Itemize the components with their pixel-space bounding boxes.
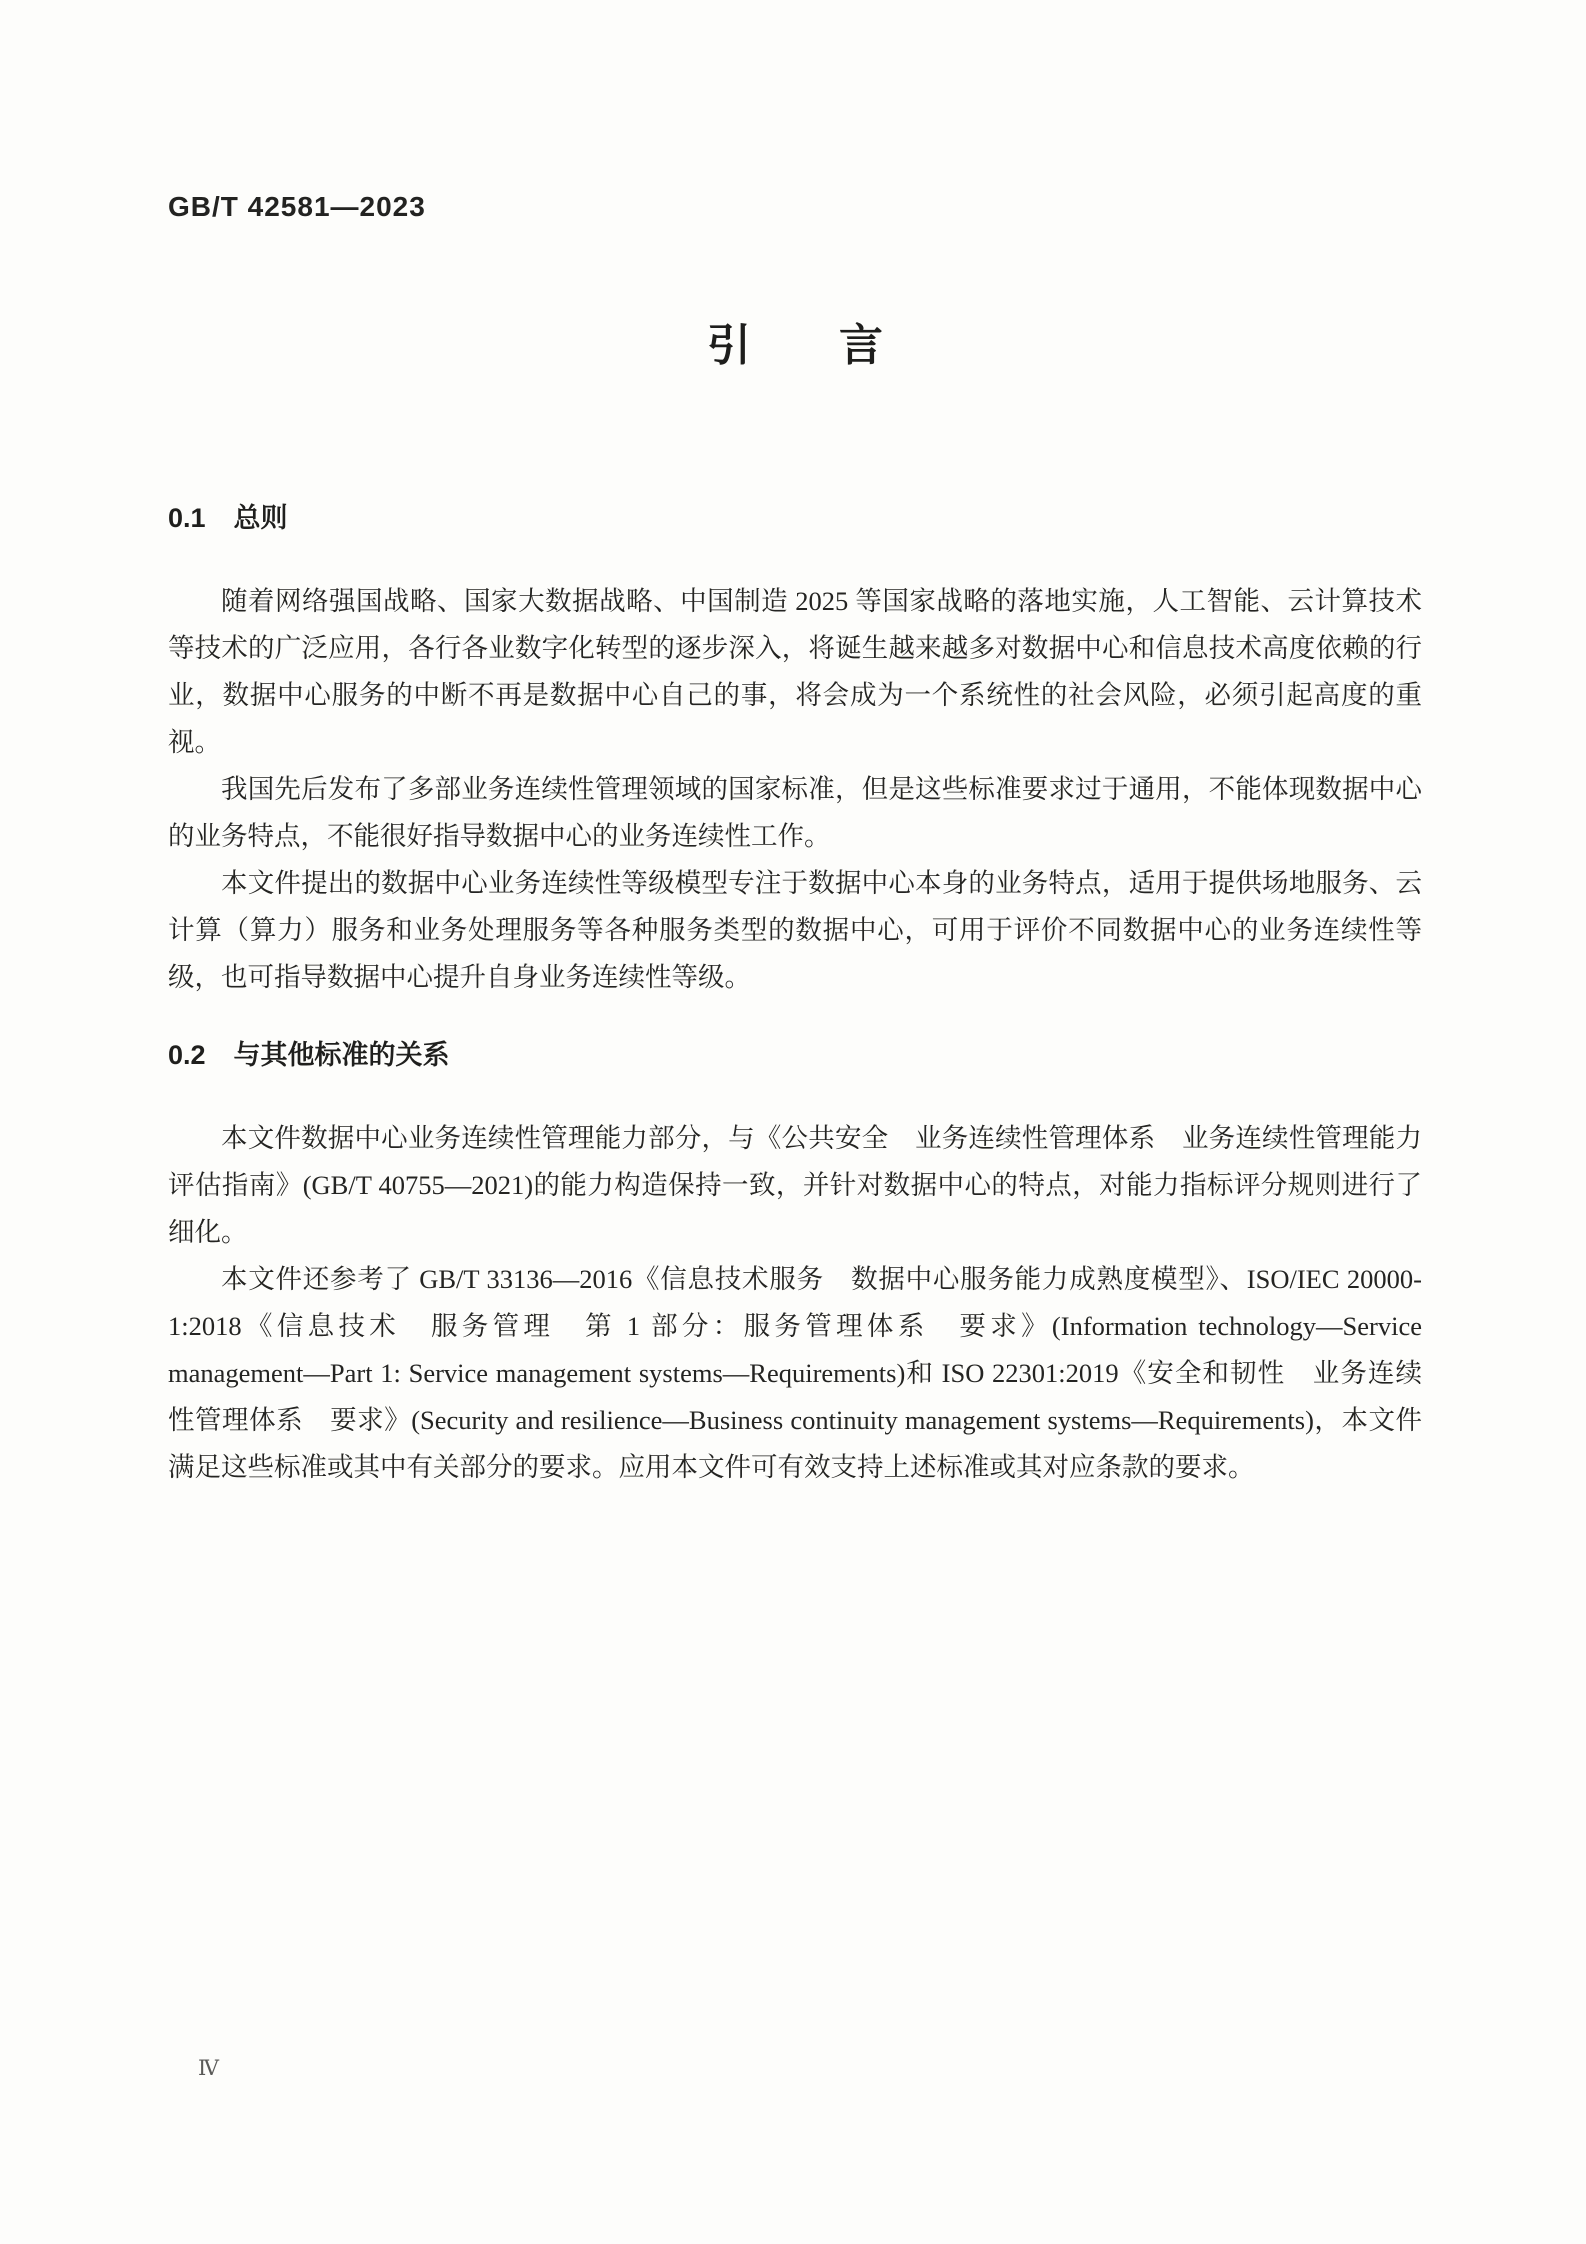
section-0-2-heading	[168, 1035, 1422, 1075]
standard-number: GB/T 42581—2023	[168, 191, 426, 222]
page-content	[168, 190, 1422, 1491]
section-0-1-body	[168, 578, 1422, 1001]
paragraph: 本文件还参考了 GB/T 33136—2016《信息技术服务 数据中心服务能力成熟度模型》、ISO/IEC 20000-1:2018《信息技术 服务管理 第 1 部分：服务管理体系 要求》(Information technology—Service management—Part 1: Service management systems—Requirements)和 ISO 22301:2019《安全和韧性 业务连续性管理体系 要求》(Security and resilience—Business continuity management systems—Requirements)，本文件满足这些标准或其中有关部分的要求。应用本文件可有效支持上述标准或其对应条款的要求。	[168, 1264, 1422, 1482]
page-number: Ⅳ	[198, 2056, 219, 2080]
section-0-1	[168, 498, 1422, 1001]
section-0-2-title: 与其他标准的关系	[233, 1040, 450, 1070]
section-0-2	[168, 1035, 1422, 1491]
section-0-2-body	[168, 1115, 1422, 1491]
section-0-1-heading	[168, 498, 1422, 538]
paragraph: 本文件提出的数据中心业务连续性等级模型专注于数据中心本身的业务特点，适用于提供场地服务、云计算（算力）服务和业务处理服务等各种服务类型的数据中心，可用于评价不同数据中心的业务连续性等级，也可指导数据中心提升自身业务连续性等级。	[168, 868, 1422, 992]
paragraph: 随着网络强国战略、国家大数据战略、中国制造 2025 等国家战略的落地实施，人工智能、云计算技术等技术的广泛应用，各行各业数字化转型的逐步深入，将诞生越来越多对数据中心和信息技术高度依赖的行业，数据中心服务的中断不再是数据中心自己的事，将会成为一个系统性的社会风险，必须引起高度的重视。	[168, 586, 1422, 757]
section-0-2-number: 0.2	[168, 1040, 206, 1070]
section-0-1-title: 总则	[233, 503, 288, 533]
page-title: 引 言	[707, 321, 883, 370]
paragraph: 我国先后发布了多部业务连续性管理领域的国家标准，但是这些标准要求过于通用，不能体现数据中心的业务特点，不能很好指导数据中心的业务连续性工作。	[168, 774, 1422, 851]
section-0-1-number: 0.1	[168, 503, 206, 533]
paragraph: 本文件数据中心业务连续性管理能力部分，与《公共安全 业务连续性管理体系 业务连续性管理能力评估指南》(GB/T 40755—2021)的能力构造保持一致，并针对数据中心的特点，对能力指标评分规则进行了细化。	[168, 1123, 1422, 1247]
